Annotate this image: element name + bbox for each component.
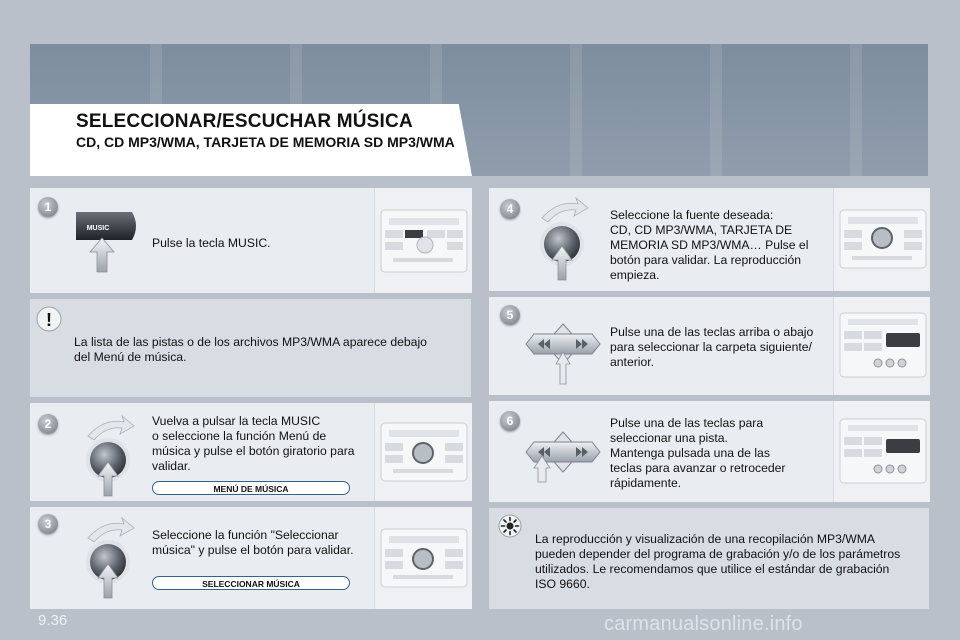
page-title: SELECCIONAR/ESCUCHAR MÚSICA <box>76 111 413 132</box>
step-4-text: Seleccione la fuente deseada: CD, CD MP3/WMA, TARJETA DE MEMORIA SD MP3/WMA… Pulse el botón para validar. La reproducción empieza. <box>610 208 809 282</box>
step-3-radio-thumbnail <box>374 507 472 609</box>
arrow-keypad-icon <box>520 316 606 386</box>
rotary-knob-icon <box>532 196 596 282</box>
page-number: 9.36 <box>38 612 68 629</box>
music-key-icon <box>74 208 146 274</box>
step-5-radio-thumbnail <box>833 297 930 395</box>
page-subtitle: CD, CD MP3/WMA, TARJETA DE MEMORIA SD MP3/WMA <box>76 134 455 150</box>
warning-icon <box>36 306 62 332</box>
step-6-text: Pulse una de las teclas para seleccionar una pista. Mantenga pulsada una de las teclas para avanzar o retroceder rápidamente. <box>610 416 786 490</box>
step-4-badge: 4 <box>500 199 520 219</box>
svg-text:!: ! <box>46 310 52 330</box>
arrow-keypad-icon <box>520 416 606 486</box>
step-1-badge: 1 <box>38 197 58 217</box>
select-music-label: SELECCIONAR MÚSICA <box>152 576 350 590</box>
step-6-badge: 6 <box>500 411 520 431</box>
step-3-text: Seleccione la función "Seleccionar música" y pulse el botón para validar. <box>152 528 354 557</box>
tip-sun-icon <box>498 514 522 538</box>
rotary-knob-icon <box>78 414 142 498</box>
tip-text: La reproducción y visualización de una recopilación MP3/WMA pueden depender del programa de grabación y/o de los parámetros utilizados. Le recomendamos que utilice el estándar de grabación ISO 9660. <box>535 532 901 591</box>
step-2-badge: 2 <box>38 414 58 434</box>
step-1-radio-thumbnail <box>374 188 472 293</box>
step-6-radio-thumbnail <box>833 401 930 502</box>
step-5-badge: 5 <box>500 305 520 325</box>
step-2-radio-thumbnail <box>374 403 472 501</box>
menu-music-label: MENÚ DE MÚSICA <box>152 481 350 495</box>
watermark: carmanualsonline.info <box>604 613 803 635</box>
step-5-text: Pulse una de las teclas arriba o abajo para seleccionar la carpeta siguiente/ anterior. <box>610 325 814 369</box>
music-key-label: MUSIC <box>86 225 110 232</box>
step-3-badge: 3 <box>38 514 58 534</box>
warning-text: La lista de las pistas o de los archivos MP3/WMA aparece debajo del Menú de música. <box>74 335 427 364</box>
step-4-radio-thumbnail <box>833 188 930 291</box>
rotary-knob-icon <box>78 516 142 600</box>
step-1-text: Pulse la tecla MUSIC. <box>152 236 271 250</box>
step-2-text: Vuelva a pulsar la tecla MUSIC o seleccione la función Menú de música y pulse el botón giratorio para validar. <box>152 414 355 473</box>
